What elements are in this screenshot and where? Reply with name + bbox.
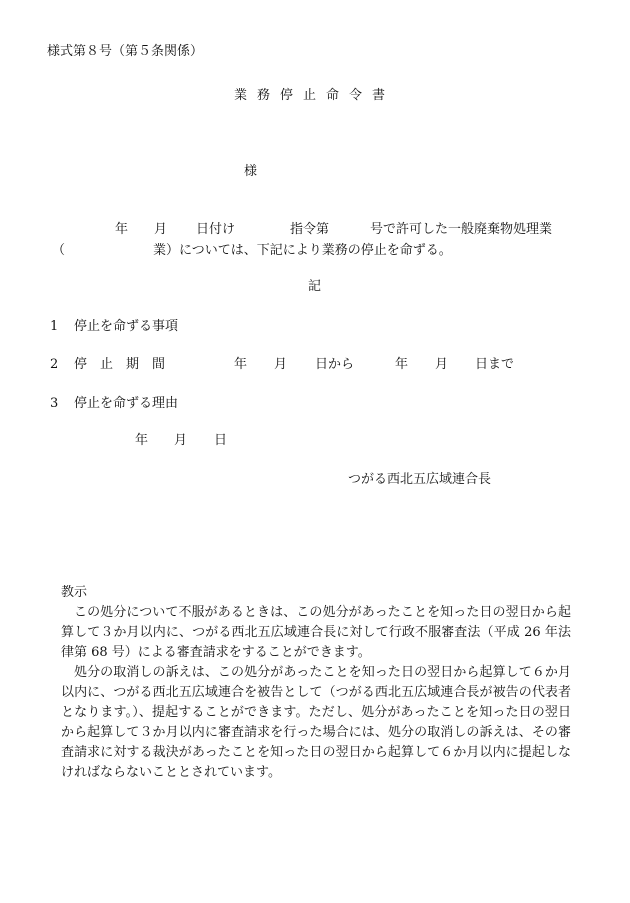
item-2-label: 停 止 期 間 (74, 357, 166, 372)
issuer-name: つがる西北五広域連合長 (348, 472, 492, 487)
intro-year: 年 (115, 222, 129, 237)
item-1-label: 停止を命ずる事項 (74, 319, 179, 334)
intro-day-dated: 日付け (196, 222, 236, 237)
intro-directive-no: 指令第 (290, 222, 330, 237)
item-3-number: 3 (50, 396, 59, 411)
item-2-to-day: 日まで (475, 357, 515, 372)
item-2-to-year: 年 (395, 357, 409, 372)
item-2-number: 2 (50, 357, 59, 372)
item-3-label: 停止を命ずる理由 (74, 396, 179, 411)
item-2-from-day: 日から (315, 357, 355, 372)
intro-business-suffix: 業）については、下記により業務の停止を命ずる。 (153, 243, 452, 258)
form-label: 様式第８号（第５条関係） (47, 44, 204, 59)
document-title: 業務停止命令書 (234, 88, 396, 103)
notice-paragraph-2: 処分の取消しの訴えは、この処分があったことを知った日の翌日から起算して６か月以内に、つがる西北五広域連合を被告として（つがる西北五広域連合長が被告の代表者となります。）、提起することができます。ただし、処分があったことを知った日の翌日から起算して３か月以内に審査請求を行った場合には、処分の取消しの訴えは、その審査請求に対する裁決があったことを知った日の翌日から起算して６か月以内に提起しなければならないこととされています。 (61, 665, 571, 780)
item-2-from-month: 月 (274, 357, 288, 372)
item-2-from-year: 年 (234, 357, 248, 372)
item-1-number: 1 (50, 319, 59, 334)
issue-date-day: 日 (214, 433, 228, 448)
notice-section (61, 583, 571, 783)
issue-date-year: 年 (135, 433, 149, 448)
issue-date-month: 月 (174, 433, 188, 448)
intro-permit-text: 号で許可した一般廃棄物処理業 (370, 222, 553, 237)
notice-paragraph-1: この処分について不服があるときは、この処分があったことを知った日の翌日から起算して３か月以内に、つがる西北五広域連合長に対して行政不服審査法（平成 26 年法律第 68 号）による審査請求をすることができます。 (61, 605, 571, 660)
notice-heading: 教示 (61, 585, 88, 600)
item-2-to-month: 月 (435, 357, 449, 372)
ki-heading: 記 (308, 279, 322, 294)
intro-month: 月 (154, 222, 168, 237)
addressee-suffix: 様 (244, 164, 258, 179)
intro-paren-open: （ (52, 243, 66, 258)
